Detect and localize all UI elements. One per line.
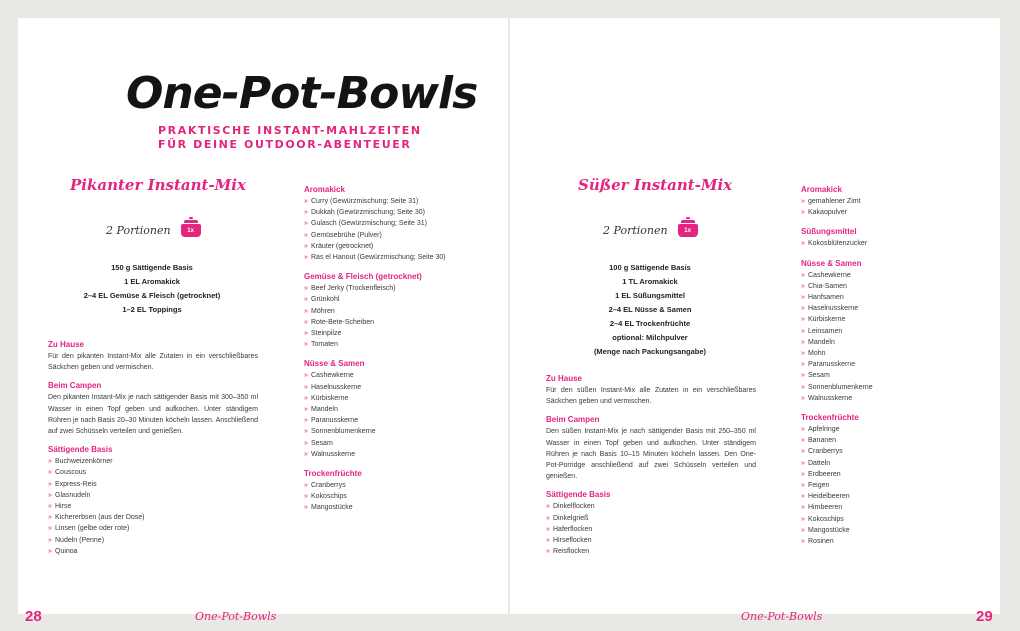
aromakick-list [801,196,981,218]
list-item: » Dinkelgrieß [546,513,756,524]
right-page [510,18,1000,625]
pot-icon-label: 1x [187,227,194,234]
list-item: » gemahlener Zimt [801,196,981,207]
list-item: » Steinpilze [304,328,484,339]
list-item: » Hirse [48,501,258,512]
left-page [18,18,508,625]
zu-hause-text: Für den süßen Instant-Mix alle Zutaten in ein verschließbares Säckchen geben und vermischen. [546,387,756,406]
zu-hause-text: Für den pikanten Instant-Mix alle Zutaten in ein verschließbares Säckchen geben und vermischen. [48,353,258,372]
suessungsmittel-heading: Süßungsmittel [801,227,857,237]
list-item: » Kokosblütenzucker [801,238,981,249]
basis-line: 1–2 EL Toppings [122,305,182,314]
list-item: » Cashewkerne [801,270,981,281]
list-item: » Gulasch (Gewürzmischung; Seite 31) [304,218,484,229]
list-item: » Möhren [304,306,484,317]
page-number-right: 29 [976,608,993,625]
basis-line: 2–4 EL Nüsse & Samen [608,305,692,314]
trockenfruechte-list [304,480,484,514]
running-head-left: One-Pot-Bowls [195,610,277,623]
nuesse-list [801,270,981,404]
basis-line: 100 g Sättigende Basis [609,263,691,272]
trockenfruechte-list [801,424,981,547]
saettigende-basis-list [48,456,258,557]
list-item: » Cranberrys [801,446,981,457]
basis-line: optional: Milchpulver [612,333,688,342]
gemuese-list [304,283,484,350]
list-item: » Sesam [304,438,484,449]
beim-campen-text: Den pikanten Instant-Mix je nach sättigender Basis mit 300–350 ml Wasser in einen Topf geben und aufkochen. Unter ständigem Rühren je nach Basis 20–30 Minuten köcheln lassen. Anschließend auf zwei Schüsseln verteilen und genießen. [48,394,258,436]
list-item: » Couscous [48,467,258,478]
subtitle-line-1: PRAKTISCHE INSTANT-MAHLZEITEN [158,124,422,137]
portions-info [603,224,698,237]
beim-campen-heading: Beim Campen [546,415,600,425]
list-item: » Himbeeren [801,502,981,513]
portions-label: 2 Portionen [106,224,171,237]
suessungsmittel-list [801,238,981,249]
list-item: » Beef Jerky (Trockenfleisch) [304,283,484,294]
list-item: » Rote-Bete-Scheiben [304,317,484,328]
saettigende-basis-heading: Sättigende Basis [48,445,113,455]
aromakick-list [304,196,484,263]
basis-line: (Menge nach Packungsangabe) [593,347,707,356]
zu-hause-heading: Zu Hause [48,340,85,349]
saettigende-basis-heading: Sättigende Basis [546,490,611,500]
list-item: » Paranusskerne [801,359,981,370]
basis-line: 1 EL Süßungsmittel [615,291,685,300]
list-item: » Leinsamen [801,326,981,337]
list-item: » Kokoschips [801,514,981,525]
list-item: » Glasnudeln [48,490,258,501]
list-item: » Walnusskerne [304,449,484,460]
list-item: » Kräuter (getrocknet) [304,241,484,252]
list-item: » Gemüsebrühe (Pulver) [304,230,484,241]
list-item: » Linsen (gelbe oder rote) [48,523,258,534]
basis-line: 1 TL Aromakick [622,277,678,286]
list-item: » Mohn [801,348,981,359]
list-item: » Hanfsamen [801,292,981,303]
list-item: » Nudeln (Penne) [48,535,258,546]
list-item: » Chia-Samen [801,281,981,292]
list-item: » Ras el Hanout (Gewürzmischung; Seite 30) [304,252,484,263]
list-item: » Sesam [801,370,981,381]
list-item: » Apfelringe [801,424,981,435]
list-item: » Mangostücke [304,502,484,513]
list-item: » Walnusskerne [801,393,981,404]
list-item: » Cranberrys [304,480,484,491]
nuesse-list [304,370,484,460]
book-title: One-Pot-Bowls [126,68,478,119]
list-item: » Grünkohl [304,294,484,305]
list-item: » Haselnusskerne [304,382,484,393]
basis-line: 2–4 EL Trockenfrüchte [609,319,691,328]
subtitle-line-2: FÜR DEINE OUTDOOR-ABENTEUER [158,138,412,151]
beim-campen-heading: Beim Campen [48,381,102,391]
list-item: » Dukkah (Gewürzmischung; Seite 30) [304,207,484,218]
basis-formula [52,261,252,317]
gemuese-heading: Gemüse & Fleisch (getrocknet) [304,272,422,282]
list-item: » Kürbiskerne [801,314,981,325]
list-item: » Mandeln [304,404,484,415]
pot-icon [678,224,698,237]
list-item: » Mangostücke [801,525,981,536]
aromakick-heading: Aromakick [801,185,842,194]
pot-icon-label: 1x [684,227,691,234]
list-item: » Curry (Gewürzmischung; Seite 31) [304,196,484,207]
portions-label: 2 Portionen [603,224,668,237]
portions-info [106,224,201,237]
list-item: » Kichererbsen (aus der Dose) [48,512,258,523]
basis-line: 1 EL Aromakick [124,277,180,286]
list-item: » Express-Reis [48,479,258,490]
list-item: » Sonnenblumenkerne [801,382,981,393]
beim-campen-text: Den süßen Instant-Mix je nach sättigender Basis mit 250–350 ml Wasser in einen Topf geben und aufkochen. Unter ständigem Rühren je nach Basis 10–15 Minuten köcheln lassen. Den One-Pot-Porridge anschließend auf zwei Schüsseln verteilen und genießen. [546,428,756,481]
list-item: » Kakaopulver [801,207,981,218]
book-subtitle [158,124,422,152]
basis-formula [550,261,750,359]
list-item: » Datteln [801,458,981,469]
basis-line: 150 g Sättigende Basis [111,263,193,272]
list-item: » Heidelbeeren [801,491,981,502]
trockenfruechte-heading: Trockenfrüchte [304,469,362,479]
nuesse-heading: Nüsse & Samen [801,258,862,268]
list-item: » Paranusskerne [304,415,484,426]
list-item: » Haferflocken [546,524,756,535]
basis-line: 2–4 EL Gemüse & Fleisch (getrocknet) [83,291,221,300]
saettigende-basis-list [546,501,756,557]
nuesse-heading: Nüsse & Samen [304,359,365,369]
list-item: » Dinkelflocken [546,501,756,512]
list-item: » Feigen [801,480,981,491]
list-item: » Rosinen [801,536,981,547]
list-item: » Quinoa [48,546,258,557]
page-number-left: 28 [25,608,42,625]
list-item: » Kokoschips [304,491,484,502]
zu-hause-heading: Zu Hause [546,374,583,383]
list-item: » Buchweizenkörner [48,456,258,467]
list-item: » Mandeln [801,337,981,348]
ingredients-column [304,185,484,523]
list-item: » Reisflocken [546,546,756,557]
section-title-pikant: Pikanter Instant-Mix [70,176,246,194]
list-item: » Tomaten [304,339,484,350]
running-head-right: One-Pot-Bowls [741,610,823,623]
list-item: » Sonnenblumenkerne [304,426,484,437]
instructions-column [546,374,756,566]
pot-icon [181,224,201,237]
section-title-suess: Süßer Instant-Mix [578,176,733,194]
list-item: » Hirseflocken [546,535,756,546]
instructions-column [48,340,258,566]
list-item: » Cashewkerne [304,370,484,381]
aromakick-heading: Aromakick [304,185,345,194]
list-item: » Bananen [801,435,981,446]
list-item: » Haselnusskerne [801,303,981,314]
trockenfruechte-heading: Trockenfrüchte [801,413,859,423]
ingredients-column [801,185,981,556]
list-item: » Erdbeeren [801,469,981,480]
list-item: » Kürbiskerne [304,393,484,404]
